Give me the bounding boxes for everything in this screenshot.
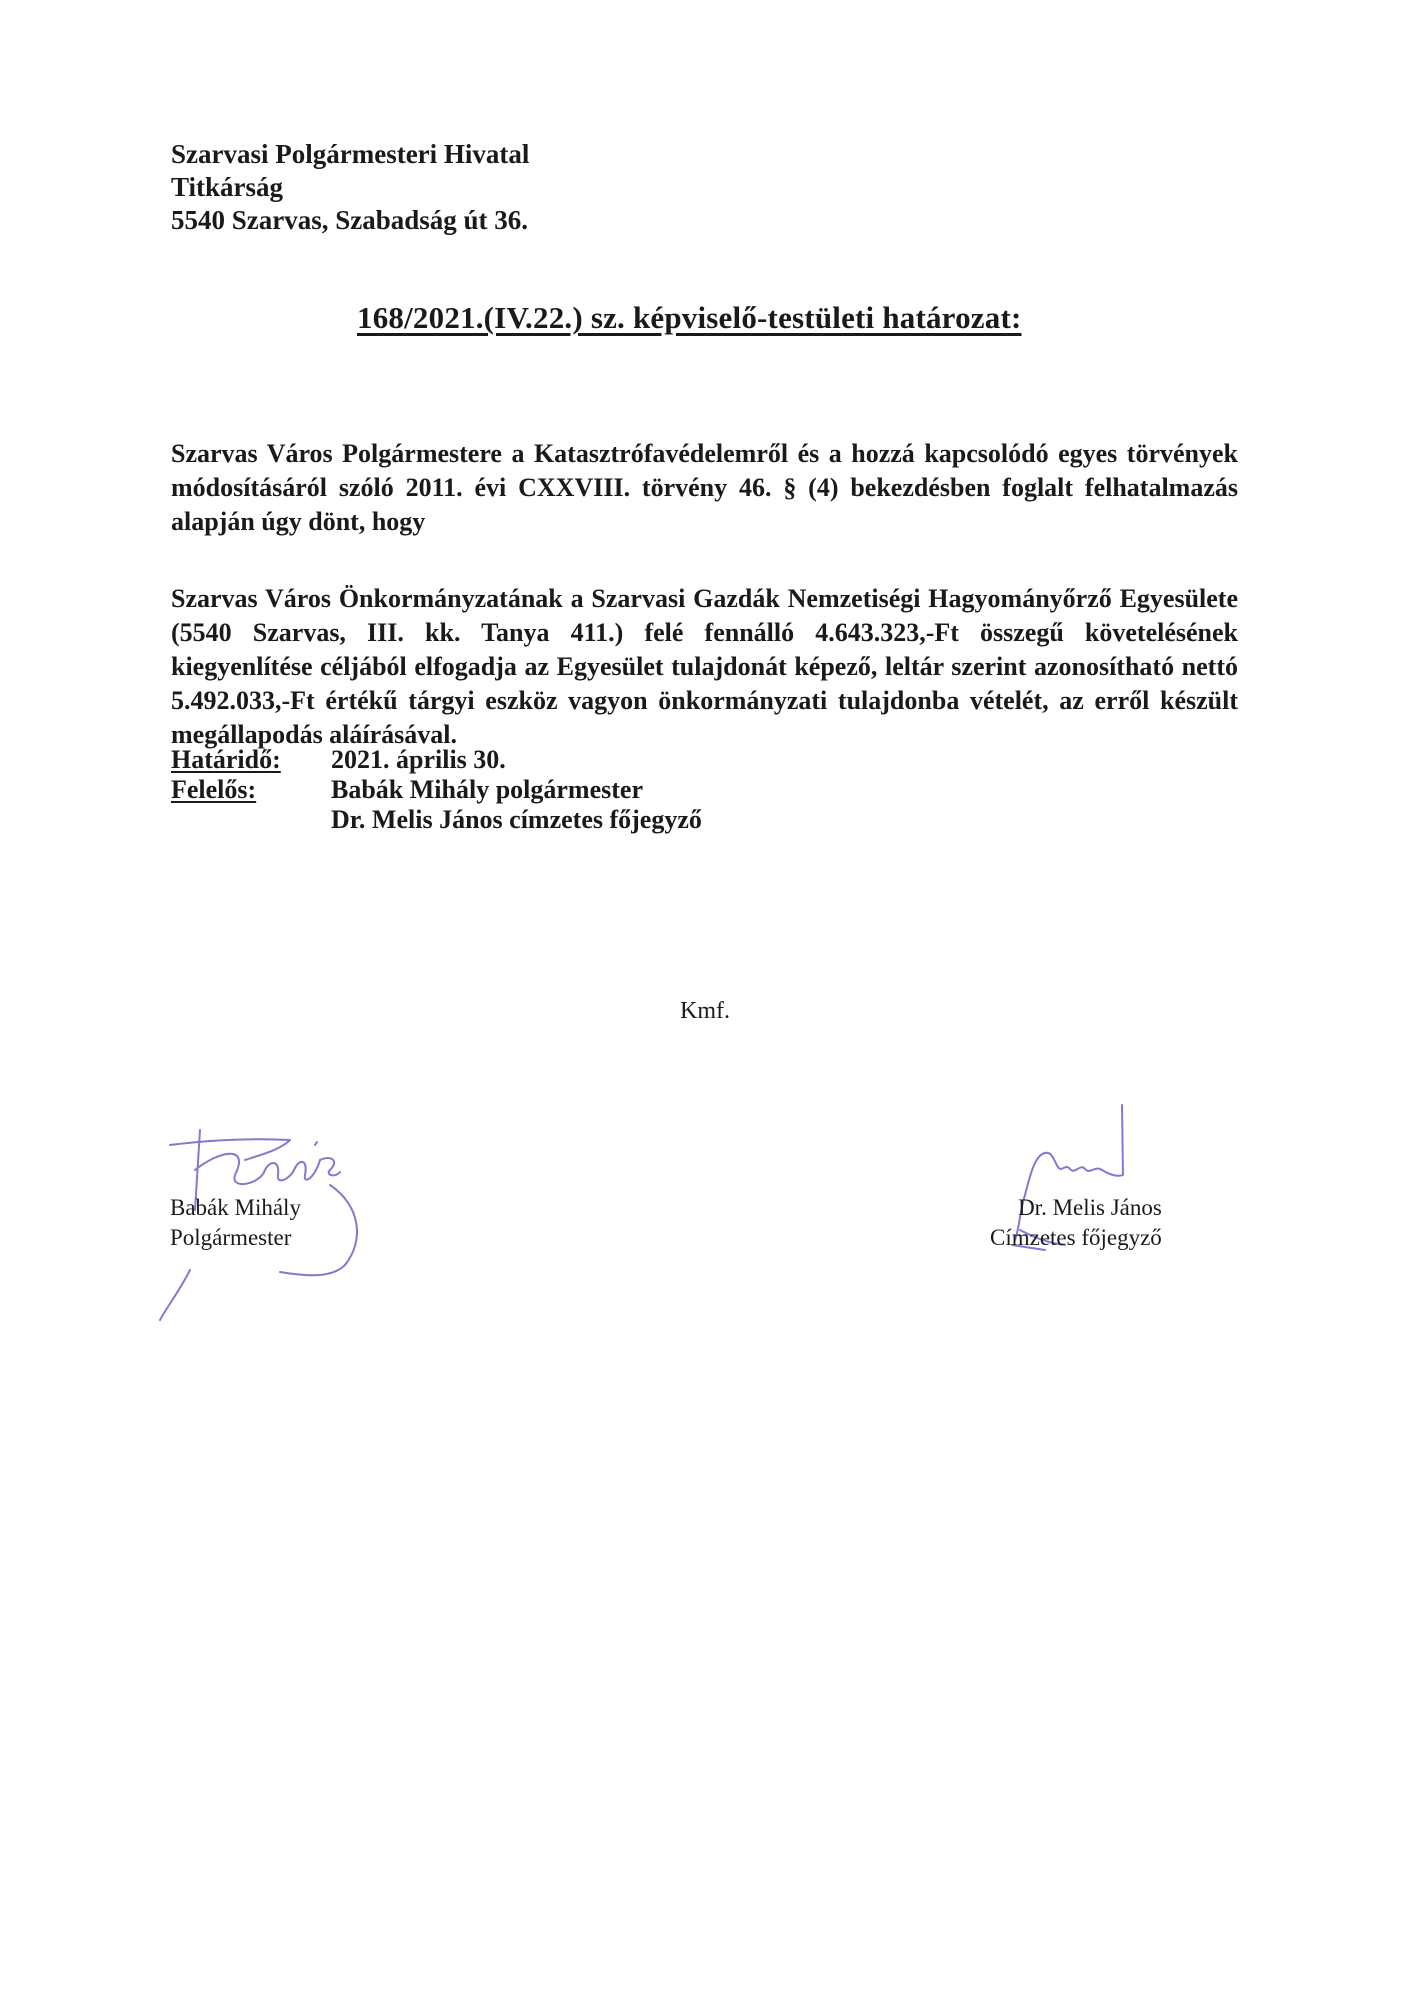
responsible-row: [171, 775, 643, 805]
notary-signature-block: [990, 1193, 1162, 1253]
deadline-row: [171, 745, 506, 775]
department-name: Titkárság: [171, 172, 284, 202]
office-name: Szarvasi Polgármesteri Hivatal: [171, 139, 530, 169]
mayor-signature-block: [170, 1193, 301, 1253]
responsible-value-2: Dr. Melis János címzetes főjegyző: [331, 805, 702, 834]
resolution-decision: Szarvas Város Önkormányzatának a Szarvasi Gazdák Nemzetiségi Hagyományőrző Egyesülete (5540 Szarvas, III. kk. Tanya 411.) felé fennálló 4.643.323,-Ft összegű követelésének kiegyenlítése céljából elfogadja az Egyesület tulajdonát képező, leltár szerint azonosítható nettó 5.492.033,-Ft értékű tárgyi eszköz vagyon önkormányzati tulajdonba vételét, az erről készült megállapodás aláírásával.: [171, 584, 1238, 749]
deadline-value: 2021. április 30.: [331, 745, 506, 774]
mayor-name: Babák Mihály: [170, 1195, 301, 1220]
office-address: 5540 Szarvas, Szabadság út 36.: [171, 205, 529, 235]
resolution-title: 168/2021.(IV.22.) sz. képviselő-testületi határozat:: [357, 300, 1022, 335]
resolution-preamble: Szarvas Város Polgármestere a Katasztrófavédelemről és a hozzá kapcsolódó egyes törvények módosításáról szóló 2011. évi CXXVIII. törvény 46. § (4) bekezdésben foglalt felhatalmazás alapján úgy dönt, hogy: [171, 439, 1238, 536]
deadline-label: Határidő:: [171, 745, 281, 774]
notary-name: Dr. Melis János: [1018, 1195, 1162, 1220]
closing-kmf: Kmf.: [680, 998, 730, 1024]
responsible-value-1: Babák Mihály polgármester: [331, 775, 643, 804]
responsible-label: Felelős:: [171, 775, 257, 804]
letterhead: [171, 138, 529, 237]
responsible-row-2: [331, 805, 702, 835]
notary-title: Címzetes főjegyző: [990, 1225, 1162, 1250]
mayor-title: Polgármester: [170, 1225, 292, 1250]
